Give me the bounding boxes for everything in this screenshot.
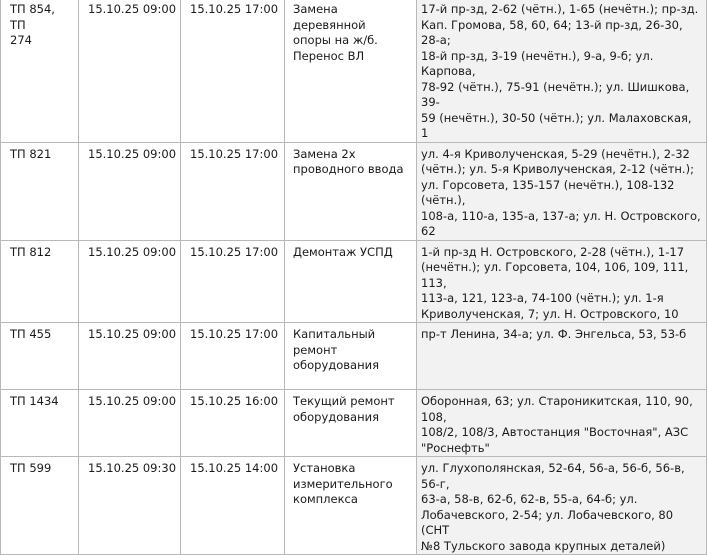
address-cell: пр-т Ленина, 34-а; ул. Ф. Энгельса, 53, 53-б	[417, 323, 707, 390]
work-type-cell: Текущий ремонт оборудования	[285, 390, 417, 457]
address-cell: 1-й пр-зд Н. Островского, 2-28 (чётн.), 1-17 (нечётн.); ул. Горсовета, 104, 106, 109, 111, 113, 113-а, 121, 123-а, 74-100 (чётн.); ул. 1-я Криволученская, 7; ул. Н. Островского, 10	[417, 240, 707, 323]
work-type-cell: Капитальный ремонт оборудования	[285, 323, 417, 390]
substation-cell: ТП 599	[1, 457, 79, 555]
address-cell: 17-й пр-зд, 2-62 (чётн.), 1-65 (нечётн.); пр-зд. Кап. Громова, 58, 60, 64; 13-й пр-зд, 26-30, 28-а; 18-й пр-зд, 3-19 (нечётн.), 9-а, 9-б; ул. Карпова, 78-92 (чётн.), 75-91 (нечётн.); ул. Шишкова, 39- 59 (нечётн.), 30-50 (чётн.); ул. Малаховская, 1	[417, 0, 707, 142]
table-row	[1, 142, 707, 240]
work-type-cell: Демонтаж УСПД	[285, 240, 417, 323]
table-row	[1, 390, 707, 457]
table-row	[1, 240, 707, 323]
end-time-cell: 15.10.25 17:00	[181, 0, 285, 142]
substation-cell: ТП 854, ТП 274	[1, 0, 79, 142]
substation-cell: ТП 812	[1, 240, 79, 323]
work-type-cell: Замена 2х проводного ввода	[285, 142, 417, 240]
table-row	[1, 0, 707, 142]
end-time-cell: 15.10.25 14:00	[181, 457, 285, 555]
start-time-cell: 15.10.25 09:30	[79, 457, 181, 555]
substation-cell: ТП 455	[1, 323, 79, 390]
end-time-cell: 15.10.25 16:00	[181, 390, 285, 457]
start-time-cell: 15.10.25 09:00	[79, 0, 181, 142]
substation-cell: ТП 821	[1, 142, 79, 240]
address-cell: ул. 4-я Криволученская, 5-29 (нечётн.), 2-32 (чётн.); ул. 5-я Криволученская, 2-12 (чётн.); ул. Горсовета, 135-157 (нечётн.), 108-132 (чётн.), 108-а, 110-а, 135-а, 137-а; ул. Н. Островского, 62	[417, 142, 707, 240]
end-time-cell: 15.10.25 17:00	[181, 142, 285, 240]
start-time-cell: 15.10.25 09:00	[79, 390, 181, 457]
table-row	[1, 323, 707, 390]
substation-cell: ТП 1434	[1, 390, 79, 457]
address-cell: ул. Глухополянская, 52-64, 56-а, 56-б, 56-в, 56-г, 63-а, 58-в, 62-б, 62-в, 55-а, 64-б; ул. Лобачевского, 2-54; ул. Лобачевского, 80 (СНТ №8 Тульского завода крупных деталей)	[417, 457, 707, 555]
work-type-cell: Установка измерительного комплекса	[285, 457, 417, 555]
end-time-cell: 15.10.25 17:00	[181, 323, 285, 390]
address-cell: Оборонная, 63; ул. Староникитская, 110, 90, 108, 108/2, 108/3, Автостанция "Восточная", АЗС "Роснефть"	[417, 390, 707, 457]
start-time-cell: 15.10.25 09:00	[79, 323, 181, 390]
work-type-cell: Замена деревянной опоры на ж/б. Перенос ВЛ	[285, 0, 417, 142]
start-time-cell: 15.10.25 09:00	[79, 142, 181, 240]
end-time-cell: 15.10.25 17:00	[181, 240, 285, 323]
table-row	[1, 457, 707, 555]
start-time-cell: 15.10.25 09:00	[79, 240, 181, 323]
